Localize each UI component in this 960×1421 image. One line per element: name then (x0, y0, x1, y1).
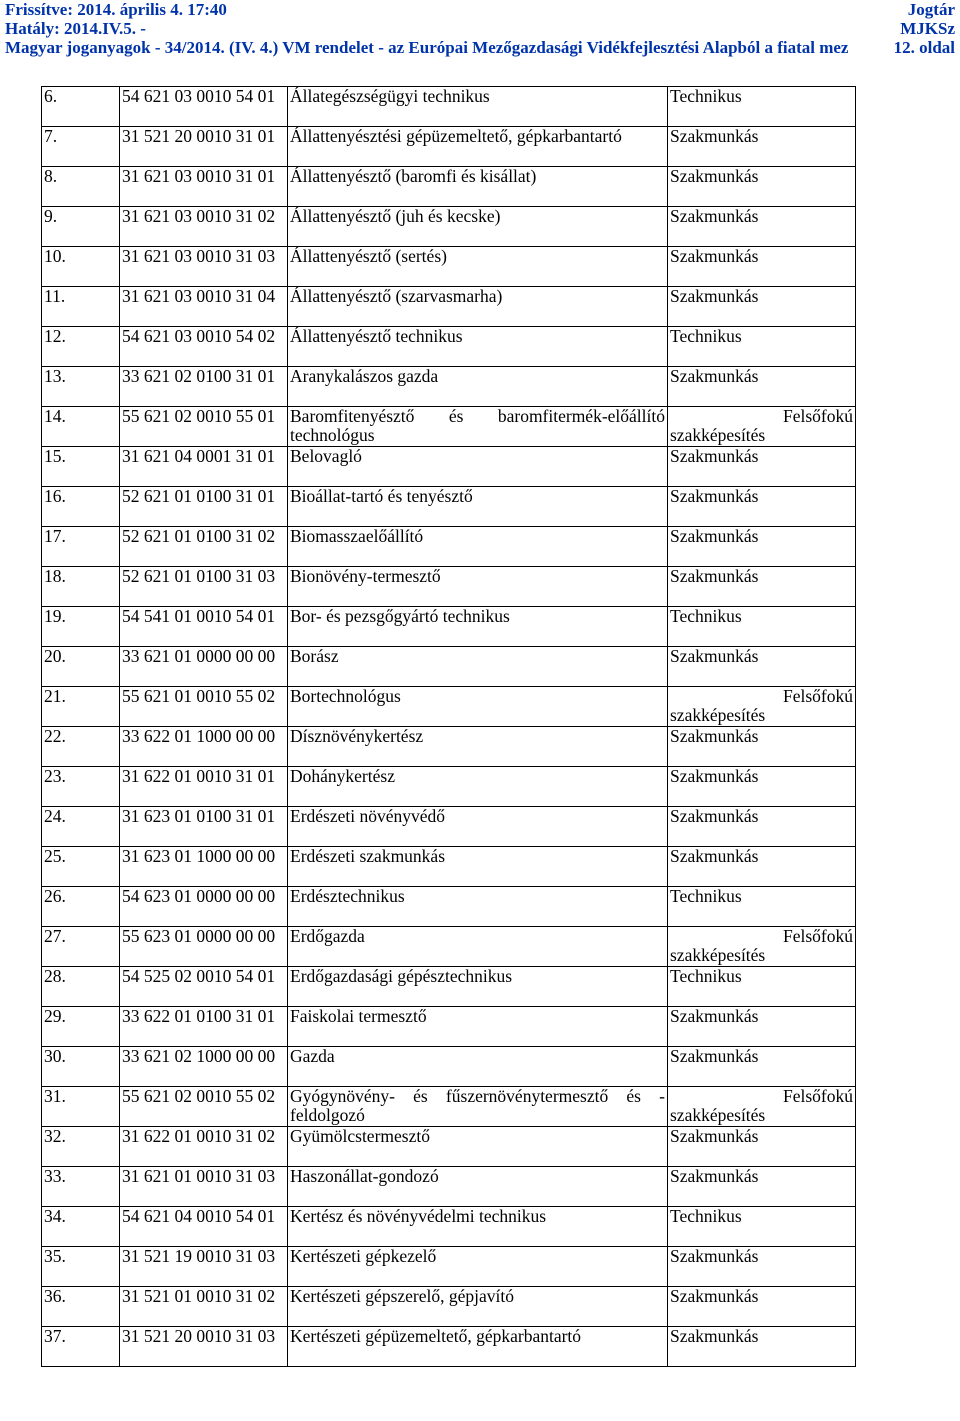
table-row (42, 807, 856, 847)
qualification-level: Szakmunkás (668, 167, 856, 207)
row-number: 28. (42, 967, 120, 1007)
row-number: 11. (42, 287, 120, 327)
row-number: 18. (42, 567, 120, 607)
qualification-name: Aranykalászos gazda (288, 367, 668, 407)
table-row (42, 527, 856, 567)
header-document-title: Magyar joganyagok - 34/2014. (IV. 4.) VM rendelet - az Európai Mezőgazdasági Vidékfejlesztési Alapból a fiatal mez (5, 38, 849, 57)
qualification-level: Szakmunkás (668, 127, 856, 167)
qualification-level: Technikus (668, 967, 856, 1007)
table-row (42, 1127, 856, 1167)
qualification-code: 54 621 04 0010 54 01 (120, 1207, 288, 1247)
row-number: 33. (42, 1167, 120, 1207)
table-row (42, 407, 856, 447)
row-number: 19. (42, 607, 120, 647)
qualification-level: Szakmunkás (668, 527, 856, 567)
table-row (42, 567, 856, 607)
qualification-name: Belovagló (288, 447, 668, 487)
table-row (42, 487, 856, 527)
row-number: 6. (42, 87, 120, 127)
qualification-code: 54 621 03 0010 54 02 (120, 327, 288, 367)
qualification-level (668, 687, 856, 727)
table-row (42, 1087, 856, 1127)
qualification-code: 31 623 01 0100 31 01 (120, 807, 288, 847)
qualification-level (668, 927, 856, 967)
level-line-1: Felsőfokú (783, 1086, 853, 1106)
qualification-level: Technikus (668, 1207, 856, 1247)
qualification-code: 31 521 19 0010 31 03 (120, 1247, 288, 1287)
table-row (42, 87, 856, 127)
qualification-name: Állattenyésztő technikus (288, 327, 668, 367)
qualification-name: Kertészeti gépszerelő, gépjavító (288, 1287, 668, 1327)
qualification-name: Bioállat-tartó és tenyésztő (288, 487, 668, 527)
row-number: 26. (42, 887, 120, 927)
qualification-code: 31 521 20 0010 31 01 (120, 127, 288, 167)
qualification-code: 54 541 01 0010 54 01 (120, 607, 288, 647)
row-number: 24. (42, 807, 120, 847)
row-number: 35. (42, 1247, 120, 1287)
qualification-level: Szakmunkás (668, 367, 856, 407)
qualification-name: Erdészeti szakmunkás (288, 847, 668, 887)
qualification-name: Állattenyésztő (baromfi és kisállat) (288, 167, 668, 207)
table-row (42, 767, 856, 807)
level-line-2: szakképesítés (670, 425, 766, 445)
level-line-2: szakképesítés (670, 1105, 766, 1125)
qualification-name: Állattenyésztő (juh és kecske) (288, 207, 668, 247)
row-number: 30. (42, 1047, 120, 1087)
qualification-code: 54 623 01 0000 00 00 (120, 887, 288, 927)
qualification-level: Szakmunkás (668, 1127, 856, 1167)
row-number: 23. (42, 767, 120, 807)
qualification-name: Állattenyésztő (sertés) (288, 247, 668, 287)
qualification-name: Bor- és pezsgőgyártó technikus (288, 607, 668, 647)
row-number: 10. (42, 247, 120, 287)
qualification-name: Állategészségügyi technikus (288, 87, 668, 127)
qualification-level: Szakmunkás (668, 447, 856, 487)
qualification-name: Erdészeti növényvédő (288, 807, 668, 847)
qualification-code: 31 623 01 1000 00 00 (120, 847, 288, 887)
qualification-name: Dísznövénykertész (288, 727, 668, 767)
qualification-code: 33 622 01 1000 00 00 (120, 727, 288, 767)
qualification-code: 31 622 01 0010 31 01 (120, 767, 288, 807)
qualification-code: 31 621 03 0010 31 04 (120, 287, 288, 327)
qualification-code: 55 623 01 0000 00 00 (120, 927, 288, 967)
qualification-level: Szakmunkás (668, 567, 856, 607)
row-number: 29. (42, 1007, 120, 1047)
qualification-code: 33 621 02 0100 31 01 (120, 367, 288, 407)
row-number: 8. (42, 167, 120, 207)
qualification-code: 31 621 03 0010 31 02 (120, 207, 288, 247)
qualification-name: Erdőgazdasági gépésztechnikus (288, 967, 668, 1007)
row-number: 22. (42, 727, 120, 767)
row-number: 13. (42, 367, 120, 407)
qualification-level: Szakmunkás (668, 1247, 856, 1287)
row-number: 21. (42, 687, 120, 727)
qualification-code: 55 621 01 0010 55 02 (120, 687, 288, 727)
qualification-name: Haszonállat-gondozó (288, 1167, 668, 1207)
table-row (42, 447, 856, 487)
qualification-code: 33 621 02 1000 00 00 (120, 1047, 288, 1087)
qualification-level: Szakmunkás (668, 647, 856, 687)
qualification-code: 55 621 02 0010 55 01 (120, 407, 288, 447)
qualification-level: Szakmunkás (668, 767, 856, 807)
table-row (42, 687, 856, 727)
row-number: 34. (42, 1207, 120, 1247)
header-brand: Jogtár (907, 0, 955, 19)
qualification-level: Technikus (668, 327, 856, 367)
table-row (42, 927, 856, 967)
qualification-code: 31 622 01 0010 31 02 (120, 1127, 288, 1167)
row-number: 27. (42, 927, 120, 967)
qualification-code: 31 521 20 0010 31 03 (120, 1327, 288, 1367)
header-collection: MJKSz (900, 19, 955, 38)
qualification-name: Borász (288, 647, 668, 687)
table-row (42, 287, 856, 327)
table-row (42, 1007, 856, 1047)
table-row (42, 967, 856, 1007)
qualification-level: Szakmunkás (668, 807, 856, 847)
row-number: 17. (42, 527, 120, 567)
row-number: 14. (42, 407, 120, 447)
qualification-code: 33 622 01 0100 31 01 (120, 1007, 288, 1047)
qualification-code: 54 621 03 0010 54 01 (120, 87, 288, 127)
table-row (42, 1247, 856, 1287)
qualification-code: 31 521 01 0010 31 02 (120, 1287, 288, 1327)
row-number: 15. (42, 447, 120, 487)
table-row (42, 607, 856, 647)
qualification-level: Szakmunkás (668, 1047, 856, 1087)
row-number: 25. (42, 847, 120, 887)
header-updated: Frissítve: 2014. április 4. 17:40 (5, 0, 227, 19)
qualification-code: 52 621 01 0100 31 02 (120, 527, 288, 567)
qualification-level: Szakmunkás (668, 727, 856, 767)
table-row (42, 207, 856, 247)
qualification-level (668, 407, 856, 447)
qualification-level (668, 1087, 856, 1127)
level-line-1: Felsőfokú (783, 686, 853, 706)
row-number: 12. (42, 327, 120, 367)
qualification-code: 52 621 01 0100 31 01 (120, 487, 288, 527)
qualification-name: Baromfitenyésztő és baromfitermék-előállító technológus (288, 407, 668, 447)
row-number: 32. (42, 1127, 120, 1167)
table-row (42, 1287, 856, 1327)
qualification-code: 31 621 03 0010 31 01 (120, 167, 288, 207)
qualification-name: Állattenyésztő (szarvasmarha) (288, 287, 668, 327)
table-row (42, 367, 856, 407)
level-line-2: szakképesítés (670, 705, 766, 725)
level-line-2: szakképesítés (670, 945, 766, 965)
qualification-level: Szakmunkás (668, 1167, 856, 1207)
header-page-number: 12. oldal (893, 38, 955, 57)
qualification-level: Szakmunkás (668, 1287, 856, 1327)
level-line-1: Felsőfokú (783, 926, 853, 946)
qualification-name: Gyógynövény- és fűszernövénytermesztő és -feldolgozó (288, 1087, 668, 1127)
table-row (42, 1167, 856, 1207)
qualification-name: Gyümölcstermesztő (288, 1127, 668, 1167)
qualification-name: Dohánykertész (288, 767, 668, 807)
qualification-code: 33 621 01 0000 00 00 (120, 647, 288, 687)
qualification-name: Faiskolai termesztő (288, 1007, 668, 1047)
qualification-level: Szakmunkás (668, 247, 856, 287)
qualification-name: Gazda (288, 1047, 668, 1087)
qualification-code: 31 621 04 0001 31 01 (120, 447, 288, 487)
qualification-code: 31 621 03 0010 31 03 (120, 247, 288, 287)
row-number: 9. (42, 207, 120, 247)
qualification-level: Technikus (668, 607, 856, 647)
qualification-code: 55 621 02 0010 55 02 (120, 1087, 288, 1127)
row-number: 37. (42, 1327, 120, 1367)
qualification-name: Kertészeti gépkezelő (288, 1247, 668, 1287)
qualification-name: Kertészeti gépüzemeltető, gépkarbantartó (288, 1327, 668, 1367)
qualification-code: 54 525 02 0010 54 01 (120, 967, 288, 1007)
header-validity: Hatály: 2014.IV.5. - (5, 19, 146, 38)
qualification-name: Bortechnológus (288, 687, 668, 727)
table-row (42, 1327, 856, 1367)
table-row (42, 247, 856, 287)
table-row (42, 167, 856, 207)
qualification-code: 52 621 01 0100 31 03 (120, 567, 288, 607)
qualification-level: Szakmunkás (668, 287, 856, 327)
qualifications-table (41, 86, 856, 1367)
qualification-name: Erdőgazda (288, 927, 668, 967)
table-row (42, 327, 856, 367)
row-number: 31. (42, 1087, 120, 1127)
level-line-1: Felsőfokú (783, 406, 853, 426)
qualification-level: Technikus (668, 87, 856, 127)
table-row (42, 727, 856, 767)
qualification-name: Bionövény-termesztő (288, 567, 668, 607)
qualification-level: Technikus (668, 887, 856, 927)
qualification-code: 31 621 01 0010 31 03 (120, 1167, 288, 1207)
qualification-name: Állattenyésztési gépüzemeltető, gépkarbantartó (288, 127, 668, 167)
table-row (42, 1047, 856, 1087)
row-number: 20. (42, 647, 120, 687)
qualification-name: Erdésztechnikus (288, 887, 668, 927)
qualification-name: Biomasszaelőállító (288, 527, 668, 567)
qualification-level: Szakmunkás (668, 1007, 856, 1047)
qualification-name: Kertész és növényvédelmi technikus (288, 1207, 668, 1247)
qualification-level: Szakmunkás (668, 207, 856, 247)
table-row (42, 647, 856, 687)
table-row (42, 887, 856, 927)
row-number: 16. (42, 487, 120, 527)
row-number: 7. (42, 127, 120, 167)
qualification-level: Szakmunkás (668, 847, 856, 887)
table-row (42, 847, 856, 887)
row-number: 36. (42, 1287, 120, 1327)
qualification-level: Szakmunkás (668, 1327, 856, 1367)
qualification-level: Szakmunkás (668, 487, 856, 527)
table-row (42, 127, 856, 167)
table-row (42, 1207, 856, 1247)
